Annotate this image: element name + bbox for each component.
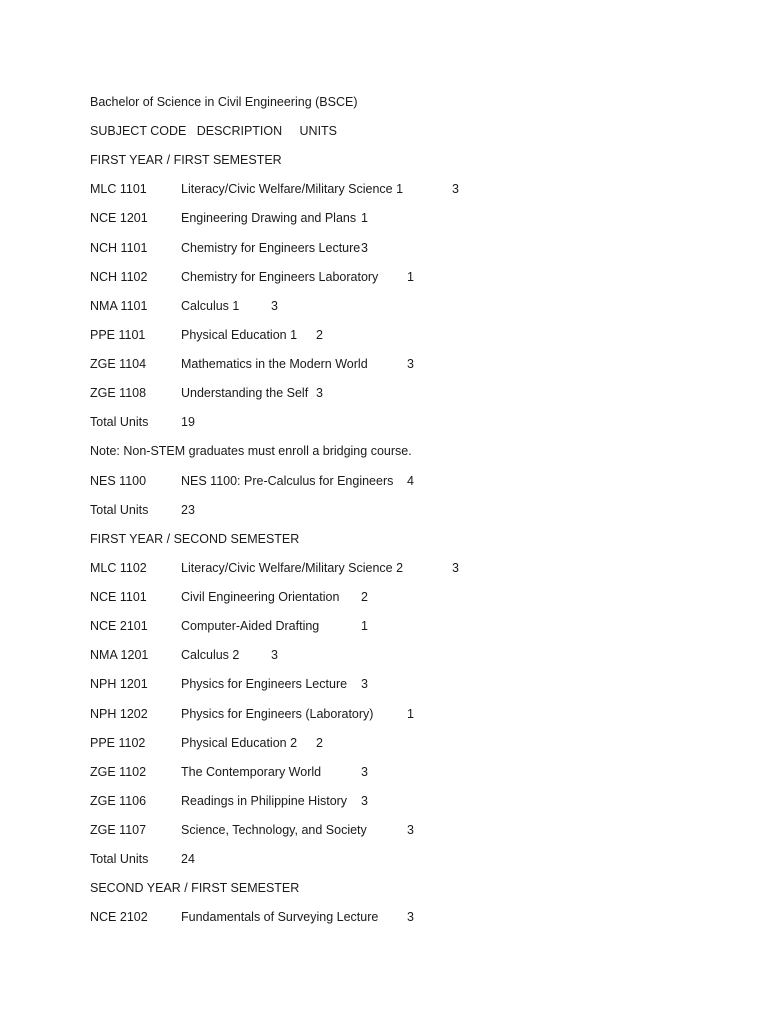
course-units: 1: [407, 270, 414, 284]
course-description: The Contemporary World: [181, 765, 322, 779]
total-units-row: [90, 413, 195, 431]
course-code: MLC 1102: [90, 561, 147, 575]
course-description: Chemistry for Engineers Laboratory: [181, 270, 379, 284]
course-row: [90, 675, 368, 693]
course-description: Readings in Philippine History: [181, 794, 348, 808]
course-code: MLC 1101: [90, 182, 147, 196]
section-heading: SECOND YEAR / FIRST SEMESTER: [90, 881, 300, 895]
course-row: [90, 268, 414, 286]
course-code: NCE 2101: [90, 619, 148, 633]
course-units: 4: [407, 474, 414, 488]
course-code: NMA 1101: [90, 299, 148, 313]
course-row: [90, 384, 323, 402]
course-code: NCE 1201: [90, 211, 148, 225]
course-code: NPH 1202: [90, 707, 148, 721]
course-units: 1: [361, 211, 368, 225]
course-description: Mathematics in the Modern World: [181, 357, 368, 371]
course-description: NES 1100: Pre-Calculus for Engineers: [181, 474, 394, 488]
course-description: Civil Engineering Orientation: [181, 590, 340, 604]
course-code: PPE 1102: [90, 736, 146, 750]
course-units: 3: [361, 241, 368, 255]
total-units-row: [90, 850, 195, 868]
total-units-value: 19: [181, 415, 195, 429]
course-units: 3: [271, 299, 278, 313]
course-units: 3: [361, 677, 368, 691]
course-code: NES 1100: [90, 474, 147, 488]
course-row: [90, 239, 368, 257]
course-units: 3: [271, 648, 278, 662]
total-units-label: Total Units: [90, 852, 149, 866]
course-code: NCH 1101: [90, 241, 148, 255]
course-code: ZGE 1102: [90, 765, 147, 779]
course-row: [90, 588, 368, 606]
course-code: ZGE 1104: [90, 357, 147, 371]
course-code: ZGE 1108: [90, 386, 147, 400]
course-units: 3: [407, 823, 414, 837]
course-description: Calculus 1: [181, 299, 240, 313]
course-description: Fundamentals of Surveying Lecture: [181, 910, 379, 924]
course-row: [90, 472, 414, 490]
course-description: Engineering Drawing and Plans: [181, 211, 357, 225]
course-row: [90, 180, 459, 198]
course-row: [90, 617, 368, 635]
course-row: [90, 559, 459, 577]
course-description: Computer-Aided Drafting: [181, 619, 320, 633]
total-units-label: Total Units: [90, 503, 149, 517]
course-row: [90, 646, 278, 664]
course-units: 1: [361, 619, 368, 633]
course-units: 3: [452, 561, 459, 575]
course-description: Physics for Engineers (Laboratory): [181, 707, 374, 721]
course-code: NPH 1201: [90, 677, 148, 691]
course-units: 3: [452, 182, 459, 196]
course-row: [90, 908, 414, 926]
course-description: Physical Education 2: [181, 736, 298, 750]
course-row: [90, 209, 368, 227]
total-units-value: 24: [181, 852, 195, 866]
course-code: NCE 1101: [90, 590, 147, 604]
document-title: Bachelor of Science in Civil Engineering (BSCE): [90, 95, 358, 109]
course-code: NCH 1102: [90, 270, 148, 284]
course-row: [90, 326, 323, 344]
total-units-value: 23: [181, 503, 195, 517]
total-units-row: [90, 501, 195, 519]
course-units: 2: [361, 590, 368, 604]
course-row: [90, 705, 414, 723]
course-units: 3: [407, 910, 414, 924]
course-row: [90, 297, 278, 315]
course-description: Physics for Engineers Lecture: [181, 677, 348, 691]
course-units: 1: [407, 707, 414, 721]
course-units: 3: [316, 386, 323, 400]
course-row: [90, 792, 368, 810]
course-code: ZGE 1107: [90, 823, 147, 837]
course-units: 2: [316, 736, 323, 750]
section-heading: FIRST YEAR / FIRST SEMESTER: [90, 153, 282, 167]
bridging-note: Note: Non-STEM graduates must enroll a bridging course.: [90, 444, 412, 458]
course-row: [90, 355, 414, 373]
course-units: 2: [316, 328, 323, 342]
course-code: PPE 1101: [90, 328, 146, 342]
course-description: Understanding the Self: [181, 386, 309, 400]
course-units: 3: [407, 357, 414, 371]
course-description: Literacy/Civic Welfare/Military Science 1: [181, 182, 404, 196]
course-row: [90, 763, 368, 781]
course-units: 3: [361, 794, 368, 808]
course-description: Science, Technology, and Society: [181, 823, 367, 837]
course-description: Chemistry for Engineers Lecture: [181, 241, 361, 255]
course-row: [90, 734, 323, 752]
course-description: Literacy/Civic Welfare/Military Science 2: [181, 561, 404, 575]
section-heading: FIRST YEAR / SECOND SEMESTER: [90, 532, 300, 546]
course-row: [90, 821, 414, 839]
course-code: NMA 1201: [90, 648, 149, 662]
course-code: NCE 2102: [90, 910, 148, 924]
course-code: ZGE 1106: [90, 794, 147, 808]
course-description: Physical Education 1: [181, 328, 298, 342]
course-units: 3: [361, 765, 368, 779]
total-units-label: Total Units: [90, 415, 149, 429]
course-description: Calculus 2: [181, 648, 240, 662]
column-header: SUBJECT CODE DESCRIPTION UNITS: [90, 124, 338, 138]
